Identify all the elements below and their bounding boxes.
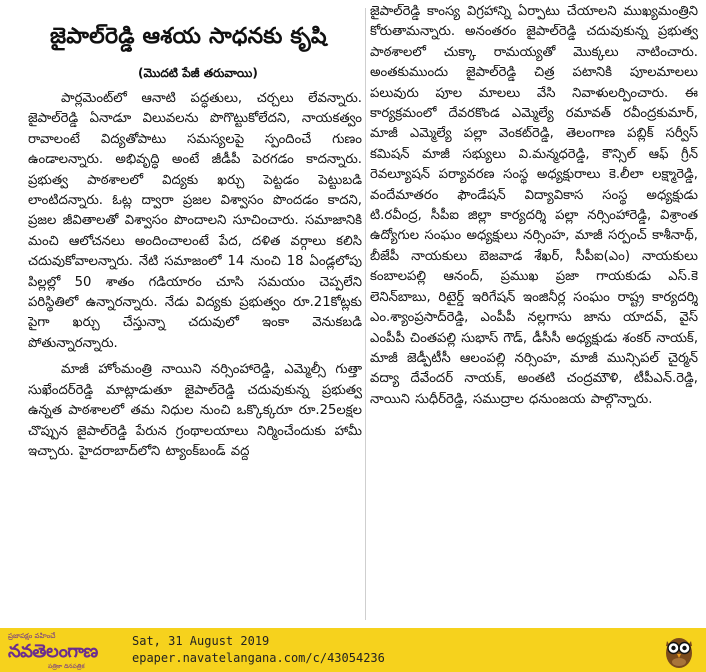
brand-tagline: ప్రజాపక్షం వహించే bbox=[8, 632, 56, 640]
edition-url[interactable]: epaper.navatelangana.com/c/43054236 bbox=[132, 651, 385, 665]
headline: జైపాల్‌రెడ్డి ఆశయ సాధనకు కృషి bbox=[50, 24, 327, 49]
left-column bbox=[28, 0, 362, 628]
paragraph: మాజీ హోంమంత్రి నాయిని నర్సింహారెడ్డి, ఎమ్మెల్సీ గుత్తా సుఖేందర్‌రెడ్డి మాట్లాడుతూ జైపాల్‌రెడ్డి చదువుకున్న ప్రభుత్వ ఉన్నత పాఠశాలలో తమ నిధుల నుంచి ఒక్కొక్కరూ రూ.25లక్షల చొప్పున జైపాల్‌రెడ్డి పేరున గ్రంథాలయాలు నిర్మించేందుకు హామీ ఇచ్చారు. హైదరాబాద్‌లోని ట్యాంక్‌బండ్ వద్ద bbox=[28, 362, 362, 459]
column-divider bbox=[365, 8, 366, 620]
paragraph: జైపాల్‌రెడ్డి కాంస్య విగ్రహాన్ని ఏర్పాటు చేయాలని ముఖ్యమంత్రిని కోరుతామన్నారు. అనంతరం జైపాల్‌రెడ్డి చదువుకున్న ప్రభుత్వ పాఠశాలలో చుక్కా రామయ్యతో మొక్కలు నాటించారు. అంతకుముందు జైపాల్‌రెడ్డి చిత్ర పటానికి పూలమాలలు పలువురు పూల మాలలు వేసి నివాళులర్పించారు. ఈ కార్యక్రమంలో దేవరకొండ ఎమ్మెల్యే రమావత్ రవీంద్రకుమార్, మాజీ ఎమ్మెల్యే పల్లా వెంకట్‌రెడ్డి, తెలంగాణ పబ్లిక్ సర్వీస్ కమిషన్ మాజీ సభ్యులు వి.మన్మధరెడ్డి, కౌన్సిల్ ఆఫ్ గ్రీన్ రెవల్యూషన్ పర్యావరణ సంస్థ అధ్యక్షురాలు కె.లీలా లక్ష్మారెడ్డి, వందేమాతరం ఫౌండేషన్ విద్యావికాస సంస్థ అధ్యక్షుడు టి.రవీంద్ర, సీపీఐ జిల్లా కార్యదర్శి పల్లా నర్సింహారెడ్డి, విశ్రాంత ఉద్యోగుల సంఘం అధ్యక్షులు నర్సింహ, మాజీ సర్పంచ్ కాశీనాథ్, బీజేపీ నాయకులు బెజవాడ శేఖర్, సీపీఐ(ఎం) నాయకులు కంబాలపల్లి ఆనంద్, ప్రముఖ ప్రజా గాయకుడు ఎస్.కె లెనిన్‌బాబు, రిటైర్డ్ ఇరిగేషన్ ఇంజినీర్ల సంఘం రాష్ట్ర కార్యదర్శి ఎం.శ్యాంప్రసాద్‌రెడ్డి, ఎంపీపీ నల్లగాసు జాను యాదవ్, వైస్ ఎంపీపీ చింతపల్లి సుభాస్ గౌడ్, డీసీసీ అధ్యక్షుడు శంకర్ నాయక్, మాజీ జెడ్పీటీసీ ఆలంపల్లి నర్సింహ, మాజీ మున్సిపల్ చైర్మన్ వద్యా దేవేందర్ నాయక్, అంతటి చంద్రమౌళి, టీపీఎన్.రెడ్డి, నాయిని సుధీర్‌రెడ్డి, సముద్రాల ధనుంజయ పాల్గొన్నారు. bbox=[370, 4, 698, 407]
edition-meta bbox=[132, 633, 385, 667]
owl-icon bbox=[662, 631, 696, 669]
continued-note: (మొదటి పేజీ తరువాయి) bbox=[138, 66, 258, 80]
brand-name: నవతెలంగాణ bbox=[8, 641, 98, 662]
paragraph: పార్లమెంట్‌లో ఆనాటి పద్ధతులు, చర్చలు లేవన్నారు. జైపాల్‌రెడ్డి ఏనాడూ విలువలను పొగొట్టుకోలేదని, నాయకత్వం రావాలంటే విద్యతోపాటు సమస్యలపై స్పందించే గుణం ఉండాలన్నారు. అభివృద్ధి అంటే జీడీపీ పెరగడం కాదన్నారు. ప్రభుత్వ పాఠశాలలో విద్యకు ఖర్చు పెట్టడం పెట్టుబడి లాంటిదన్నారు. ఓట్ల ద్వారా ప్రజల విశ్వాసం పొందడం కాదని, ప్రజల జీవితాలతో విశ్వాసం పొందాలని సూచించారు. సమాజానికి మంచి ఆలోచనలు అందించాలంటే పేద, దళిత వర్గాలు కలిసి చదువుకోవాలన్నారు. నేటి సమాజంలో 14 నుంచి 18 ఏండ్లలోపు పిల్లల్లో 50 శాతం గడియారం చూసి సమయం చెప్పలేని పరిస్థితిలో ఉన్నారన్నారు. నేడు విద్యకు ప్రభుత్వం రూ.21కోట్లకు పైగా ఖర్చు చేస్తున్నా చదువులో ఇంకా వెనుకబడి పోతున్నారన్నారు. bbox=[28, 91, 362, 351]
newspaper-logo[interactable] bbox=[8, 632, 120, 668]
brand-subtitle: పత్రికా దినపత్రిక bbox=[48, 663, 85, 670]
footer-bar bbox=[0, 628, 706, 672]
right-column bbox=[370, 0, 698, 628]
edition-date: Sat, 31 August 2019 bbox=[132, 634, 270, 648]
